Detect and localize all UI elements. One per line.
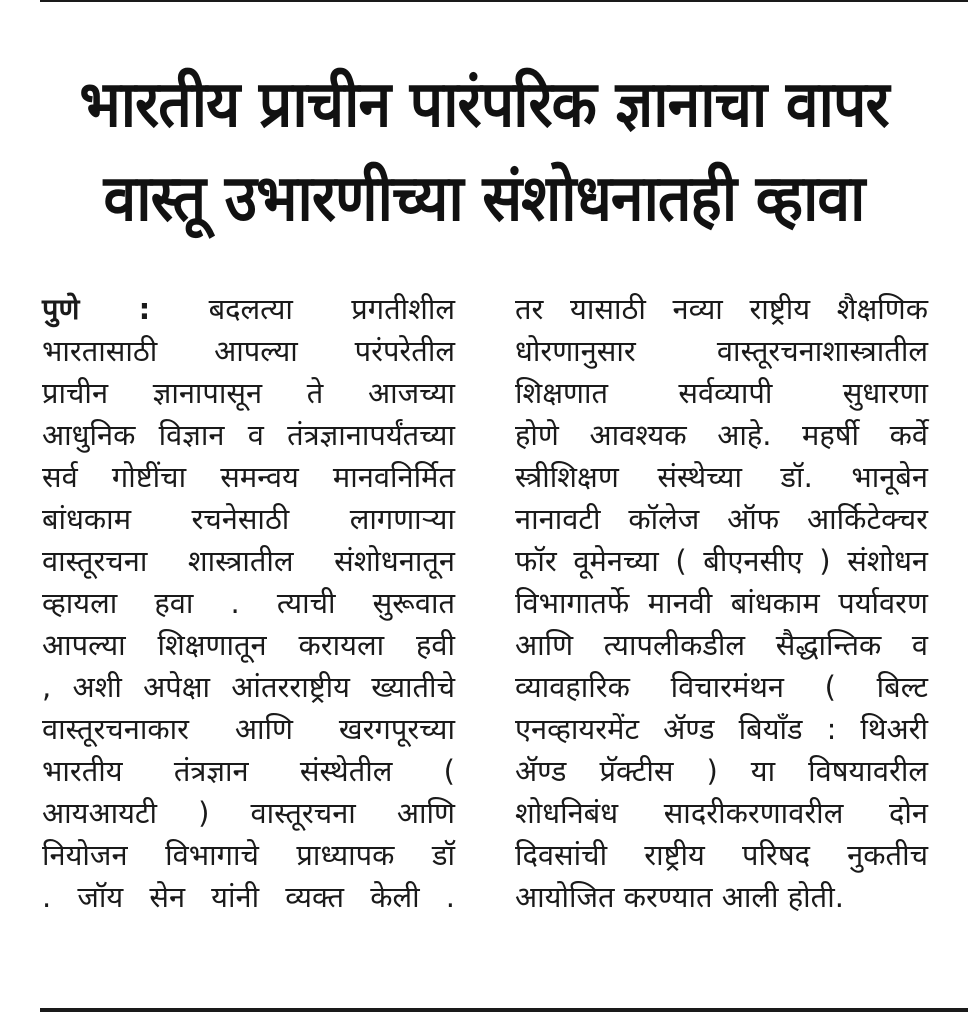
article-line: भारतासाठी आपल्या परंपरेतील xyxy=(42,334,455,368)
headline xyxy=(66,58,901,246)
article-column-2 xyxy=(515,288,928,918)
article-line: आयआयटी ) वास्तूरचना आणि xyxy=(42,796,455,830)
article-line: धोरणानुसार वास्तूरचनाशास्त्रातील xyxy=(515,334,928,368)
article-line: विभागातर्फे मानवी बांधकाम पर्यावरण xyxy=(515,586,928,620)
article-line: तर यासाठी नव्या राष्ट्रीय शैक्षणिक xyxy=(515,292,928,326)
article-line: , अशी अपेक्षा आंतरराष्ट्रीय ख्यातीचे xyxy=(42,670,455,704)
article-line: होणे आवश्यक आहे. महर्षी कर्वे xyxy=(515,418,928,452)
article-line: एनव्हायरमेंट ॲण्ड बियाँड : थिअरी xyxy=(515,712,928,746)
article-line: नियोजन विभागाचे प्राध्यापक डॉ xyxy=(42,838,455,872)
article-line: आपल्या शिक्षणातून करायला हवी xyxy=(42,628,455,662)
bottom-rule xyxy=(40,1008,968,1012)
article-line: भारतीय तंत्रज्ञान संस्थेतील ( xyxy=(42,754,455,788)
article-line: बांधकाम रचनेसाठी लागणाऱ्या xyxy=(42,502,455,536)
article-line: शोधनिबंध सादरीकरणावरील दोन xyxy=(515,796,928,830)
headline-line-1: भारतीय प्राचीन पारंपरिक ज्ञानाचा वापर xyxy=(79,68,889,142)
article-line: प्राचीन ज्ञानापासून ते आजच्या xyxy=(42,376,455,410)
article-line: नानावटी कॉलेज ऑफ आर्किटेक्चर xyxy=(515,502,928,536)
article-line: व्हायला हवा . त्याची सुरूवात xyxy=(42,586,455,620)
article-line: आधुनिक विज्ञान व तंत्रज्ञानापर्यंतच्या xyxy=(42,418,455,452)
article-line: . जॉय सेन यांनी व्यक्त केली . xyxy=(42,880,455,914)
dateline: पुणे : xyxy=(42,292,151,326)
article-body xyxy=(42,288,928,918)
article-line: आयोजित करण्यात आली होती. xyxy=(515,880,844,914)
article-line: वास्तूरचना शास्त्रातील संशोधनातून xyxy=(42,544,455,578)
headline-line-2: वास्तू उभारणीच्या संशोधनातही व्हावा xyxy=(103,162,865,236)
article-line: सर्व गोष्टींचा समन्वय मानवनिर्मित xyxy=(42,460,455,494)
article-column-1 xyxy=(42,288,455,918)
article-line: शिक्षणात सर्वव्यापी सुधारणा xyxy=(515,376,928,410)
article-line: ॲण्ड प्रॅक्टीस ) या विषयावरील xyxy=(515,754,928,788)
article-line: स्त्रीशिक्षण संस्थेच्या डॉ. भानूबेन xyxy=(515,460,928,494)
article-line: वास्तूरचनाकार आणि खरगपूरच्या xyxy=(42,712,455,746)
article-line: आणि त्यापलीकडील सैद्धान्तिक व xyxy=(515,628,928,662)
article-text: बदलत्या प्रगतीशील xyxy=(208,292,456,326)
article-line: व्यावहारिक विचारमंथन ( बिल्ट xyxy=(515,670,928,704)
article-line: फॉर वूमेनच्या ( बीएनसीए ) संशोधन xyxy=(515,544,928,578)
article-line xyxy=(42,288,455,330)
top-rule xyxy=(40,0,968,2)
article-line: दिवसांची राष्ट्रीय परिषद नुकतीच xyxy=(515,838,928,872)
